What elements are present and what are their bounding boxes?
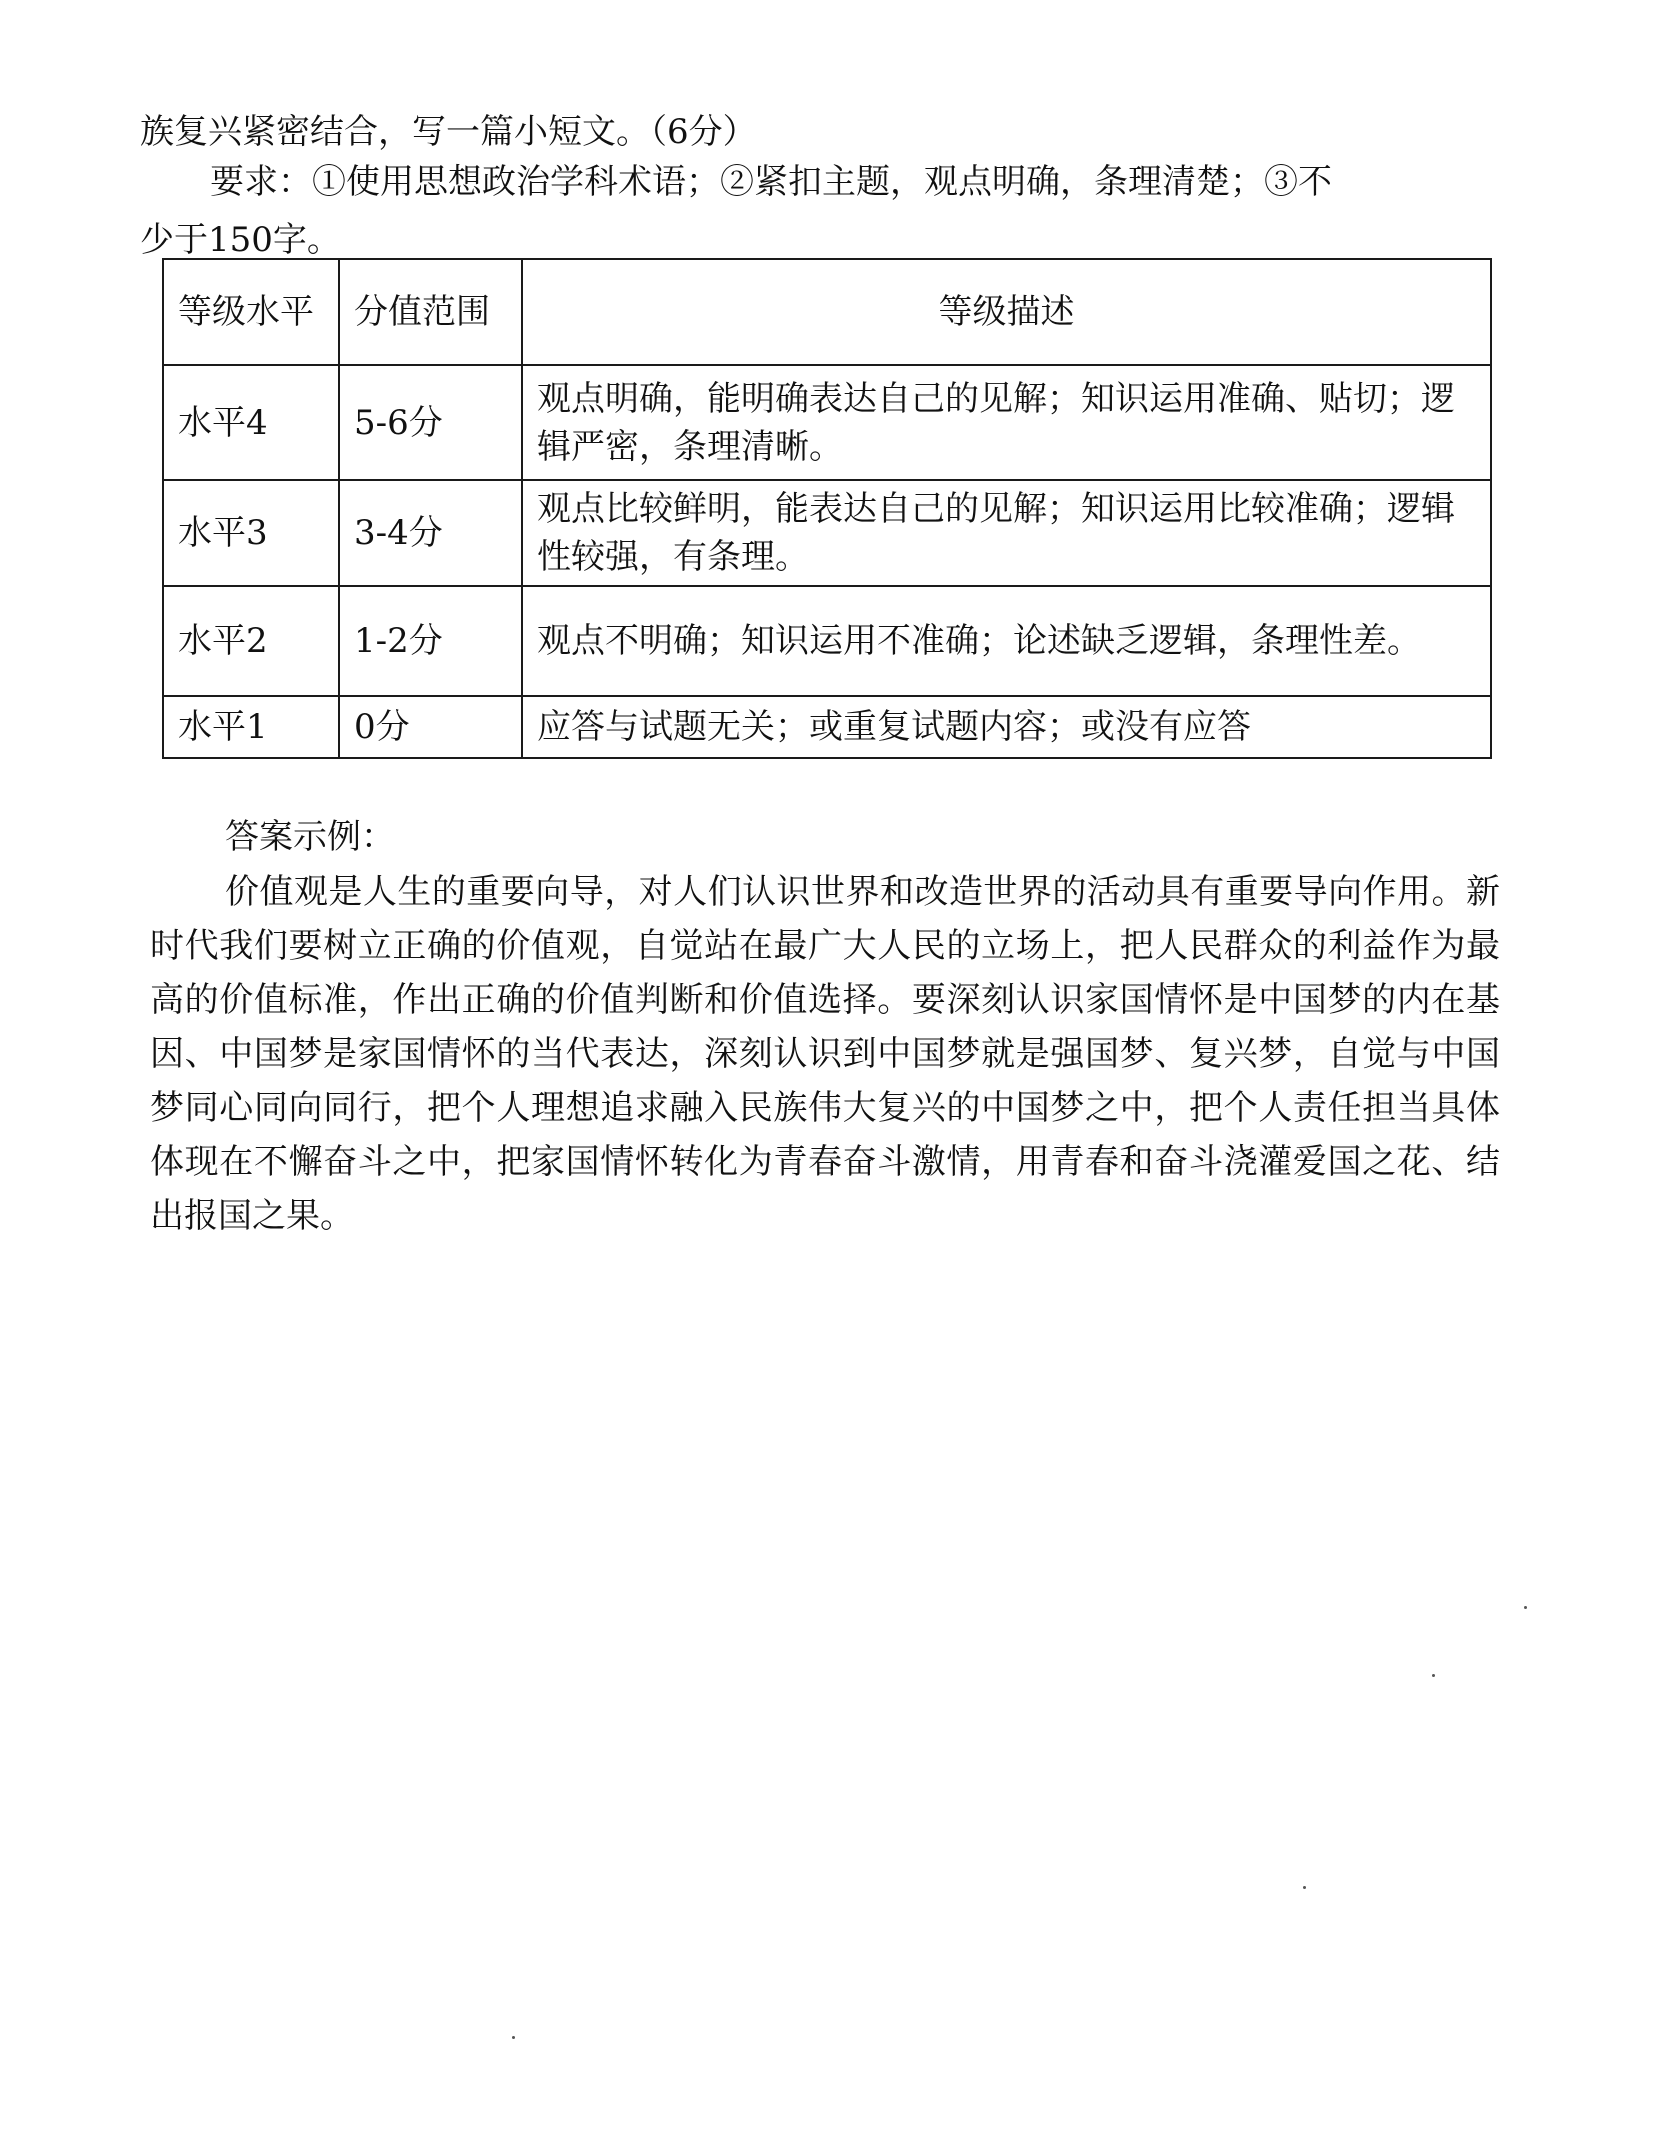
description-cell: 观点明确，能明确表达自己的见解；知识运用准确、贴切；逻辑严密，条理清晰。 (522, 365, 1491, 480)
description-cell: 应答与试题无关；或重复试题内容；或没有应答 (522, 696, 1491, 758)
header-description: 等级描述 (522, 259, 1491, 365)
scan-speck (1432, 1674, 1435, 1677)
level-cell: 水平3 (163, 480, 339, 586)
requirements-line: 要求：①使用思想政治学科术语；②紧扣主题，观点明确，条理清楚；③不 (210, 162, 1332, 202)
scan-speck (512, 2036, 515, 2039)
scan-speck (1524, 1606, 1527, 1609)
table-header-row (163, 259, 1491, 365)
header-score-range: 分值范围 (339, 259, 522, 365)
requirements-line-end: 少于150字。 (140, 220, 341, 260)
level-cell: 水平2 (163, 586, 339, 696)
score-cell: 5-6分 (339, 365, 522, 480)
score-cell: 1-2分 (339, 586, 522, 696)
answer-example-label: 答案示例： (225, 817, 395, 857)
answer-example-text: 价值观是人生的重要向导，对人们认识世界和改造世界的活动具有重要导向作用。新时代我们要树立正确的价值观，自觉站在最广大人民的立场上，把人民群众的利益作为最高的价值标准，作出正确的价值判断和价值选择。要深刻认识家国情怀是中国梦的内在基因、中国梦是家国情怀的当代表达，深刻认识到中国梦就是强国梦、复兴梦，自觉与中国梦同心同向同行，把个人理想追求融入民族伟大复兴的中国梦之中，把个人责任担当具体体现在不懈奋斗之中，把家国情怀转化为青春奋斗激情，用青春和奋斗浇灌爱国之花、结出报国之果。 (150, 872, 1500, 1236)
question-tail-line: 族复兴紧密结合，写一篇小短文。（6分） (140, 112, 757, 152)
scan-speck (1303, 1886, 1306, 1889)
table-row (163, 586, 1491, 696)
level-cell: 水平1 (163, 696, 339, 758)
level-cell: 水平4 (163, 365, 339, 480)
table-row (163, 696, 1491, 758)
score-cell: 3-4分 (339, 480, 522, 586)
description-cell: 观点不明确；知识运用不准确；论述缺乏逻辑，条理性差。 (522, 586, 1491, 696)
score-cell: 0分 (339, 696, 522, 758)
grading-rubric-table (162, 258, 1492, 759)
header-level: 等级水平 (163, 259, 339, 365)
description-cell: 观点比较鲜明，能表达自己的见解；知识运用比较准确；逻辑性较强，有条理。 (522, 480, 1491, 586)
table-row (163, 480, 1491, 586)
table-row (163, 365, 1491, 480)
